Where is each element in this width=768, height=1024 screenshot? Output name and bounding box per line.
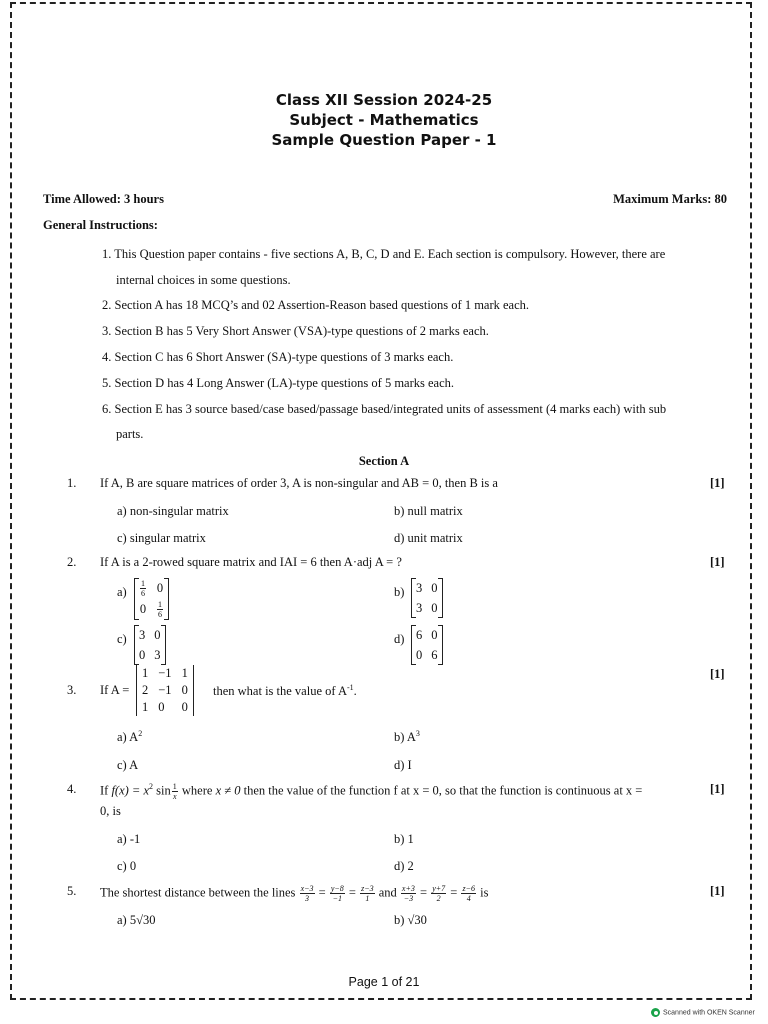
option-d: d) unit matrix	[394, 531, 463, 545]
paper-title-subject: Subject - Mathematics	[289, 111, 479, 129]
option-a-label: a)	[117, 585, 127, 599]
option-d-label: d)	[394, 632, 405, 646]
determinant-matrix: 1 −1 1 2 −1 0 1 0 0	[136, 665, 194, 716]
option-c-matrix: 3 0 0 3	[134, 625, 166, 665]
question-text: If $f(x) = x^2$ sin $\frac{1}{x}$ where x ≠ 0 then the value of the function f at x = 0, so that the function is continuous at x =	[100, 782, 643, 801]
instruction-item: 5. Section D has 4 Long Answer (LA)-type questions of 5 marks each.	[102, 376, 455, 390]
question-marks: [1]	[710, 667, 725, 681]
question-text-continued: 0, is	[100, 804, 121, 818]
option-a: a) -1	[117, 832, 141, 846]
option-a: a) $A^2$	[117, 729, 143, 745]
scanner-logo-icon	[651, 1008, 660, 1017]
question-text: then what is the value of $A^{-1}$.	[213, 683, 357, 699]
question-number: 5.	[67, 884, 77, 898]
option-c: c) 0	[117, 859, 137, 873]
instruction-item: internal choices in some questions.	[116, 273, 291, 287]
option-d-matrix: 6 0 0 6	[411, 625, 443, 665]
instruction-item: parts.	[116, 427, 144, 441]
option-a: a) non-singular matrix	[117, 504, 229, 518]
instruction-item: 3. Section B has 5 Very Short Answer (VSA)-type questions of 2 marks each.	[102, 324, 489, 338]
option-d: d) 2	[394, 859, 414, 873]
scanner-watermark: Scanned with OKEN Scanner	[651, 1008, 755, 1017]
question-text: If A, B are square matrices of order 3, A is non-singular and AB = 0, then B is a	[100, 476, 498, 490]
question-number: 3.	[67, 683, 77, 697]
question-number: 4.	[67, 782, 77, 796]
instruction-item: 2. Section A has 18 MCQ’s and 02 Assertion-Reason based questions of 1 mark each.	[102, 298, 530, 312]
question-marks: [1]	[710, 555, 725, 569]
question-number: 1.	[67, 476, 77, 490]
page-number: Page 1 of 21	[348, 975, 420, 989]
option-c: c) singular matrix	[117, 531, 206, 545]
question-marks: [1]	[710, 782, 725, 796]
paper-title-sample: Sample Question Paper - 1	[271, 131, 497, 149]
option-a-matrix: $\frac{1}{6}$ 0 0 $\frac{1}{6}$	[134, 578, 169, 620]
time-allowed: Time Allowed: 3 hours	[43, 192, 164, 206]
instruction-item: 4. Section C has 6 Short Answer (SA)-type questions of 3 marks each.	[102, 350, 454, 364]
question-marks: [1]	[710, 884, 725, 898]
question-text: If A is a 2-rowed square matrix and IAI = 6 then A·adj A = ?	[100, 555, 402, 569]
option-d: d) I	[394, 758, 412, 772]
section-title: Section A	[358, 454, 410, 468]
option-b: b) √30	[394, 913, 427, 927]
option-b: b) $A^3$	[394, 729, 420, 745]
option-b-label: b)	[394, 585, 405, 599]
instructions-title: General Instructions:	[43, 218, 158, 232]
question-prefix: If A =	[100, 683, 130, 697]
question-marks: [1]	[710, 476, 725, 490]
option-c: c) A	[117, 758, 139, 772]
maximum-marks: Maximum Marks: 80	[613, 192, 727, 206]
instruction-item: 1. This Question paper contains - five sections A, B, C, D and E. Each section is compulsory. However, there are	[102, 247, 666, 261]
option-b: b) null matrix	[394, 504, 463, 518]
paper-title-class: Class XII Session 2024-25	[275, 91, 493, 109]
option-b-matrix: 3 0 3 0	[411, 578, 443, 618]
question-text: The shortest distance between the lines $\frac{x-3}{3}$ = $\frac{y-8}{-1}$ = $\frac{z-3}{1}$ and $\frac{x+3}{-3}$ = $\frac{y+7}{2}$ = $\frac{z-6}{4}$ is	[100, 884, 489, 903]
option-a: a) 5√30	[117, 913, 156, 927]
page-border	[10, 2, 752, 1000]
instruction-item: 6. Section E has 3 source based/case based/passage based/integrated units of assessment (4 marks each) with sub	[102, 402, 667, 416]
question-number: 2.	[67, 555, 77, 569]
option-b: b) 1	[394, 832, 414, 846]
option-c-label: c)	[117, 632, 127, 646]
